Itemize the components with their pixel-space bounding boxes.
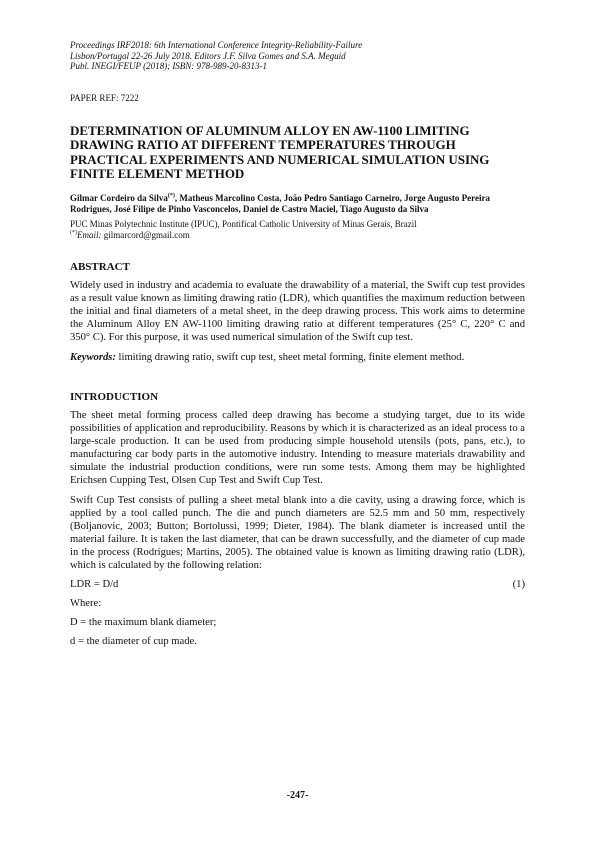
proceedings-line-3: Publ. INEGI/FEUP (2018); ISBN: 978-989-20-8313-1 bbox=[70, 61, 268, 71]
definition-cup-diameter: d = the diameter of cup made. bbox=[70, 636, 197, 648]
abstract-heading: ABSTRACT bbox=[70, 260, 130, 273]
email-address: gilmarcord@gmail.com bbox=[101, 229, 190, 240]
equation-number: (1) bbox=[512, 579, 525, 591]
proceedings-line-1: Proceedings IRF2018: 6th International Conference Integrity-Reliability-Failure bbox=[70, 40, 363, 50]
email-mark: (*) bbox=[70, 229, 77, 236]
email-label: Email: bbox=[77, 229, 102, 240]
keywords-label: Keywords: bbox=[70, 351, 116, 363]
other-authors: , Matheus Marcolino Costa, João Pedro Santiago Carneiro, Jorge Augusto Pereira Rodrigues, José Filipe de Pinho Vasconcelos, Daniel de Castro Maciel, Tiago Augusto da Silva bbox=[70, 192, 490, 214]
keywords-text: limiting drawing ratio, swift cup test, sheet metal forming, finite element method. bbox=[115, 351, 465, 363]
page-number: -247- bbox=[286, 790, 309, 801]
first-author: Gilmar Cordeiro da Silva bbox=[70, 192, 168, 203]
abstract-text: Widely used in industry and academia to evaluate the drawability of a material, the Swift cup test provides as a result value known as limiting drawing ratio (LDR), which quantifies the maximum reduction between the initial and final diameters of a metal sheet, in the deep drawing process. This work aims to determine the Aluminum Alloy EN AW-1100 limiting drawing ratio at different temperatures (25° C, 220° C and 350° C). For this purpose, it was used numerical simulation of the Swift cup test. bbox=[70, 279, 525, 343]
where-label: Where: bbox=[70, 598, 102, 610]
corresponding-mark: (*) bbox=[167, 192, 175, 199]
page-body bbox=[70, 40, 525, 654]
affiliation: PUC Minas Polytechnic Institute (IPUC), Pontifical Catholic University of Minas Gerais, Brazil bbox=[70, 218, 417, 229]
equation-1 bbox=[70, 578, 525, 591]
introduction-paragraph-1: The sheet metal forming process called deep drawing has become a studying target, due to its wide possibilities of application and reproducibility. Reasons by which it is characterized as an ideal process to a large-scale production. It can be used from producing simple household utensils (pots, pans, etc.), to manufacturing car body parts in the automotive industry. Intending to measure materials drawability and simulate the industrial production conditions, were run some tests. Among them may be highlighted Erichsen Cupping Test, Olsen Cup Test and Swift Cup Test. bbox=[70, 409, 525, 487]
proceedings-line-2: Lisbon/Portugal 22-26 July 2018. Editors J.F. Silva Gomes and S.A. Meguid bbox=[70, 50, 346, 61]
keywords-line bbox=[70, 352, 525, 363]
email-line bbox=[70, 230, 525, 241]
author-list bbox=[70, 193, 525, 216]
paper-title: DETERMINATION OF ALUMINUM ALLOY EN AW-1100 LIMITING DRAWING RATIO AT DIFFERENT TEMPERATURES THROUGH PRACTICAL EXPERIMENTS AND NUMERICAL SIMULATION USING FINITE ELEMENT METHOD bbox=[70, 122, 490, 181]
paper-ref: PAPER REF: 7222 bbox=[70, 92, 139, 103]
equation-formula: LDR = D/d bbox=[70, 579, 119, 591]
introduction-heading: INTRODUCTION bbox=[70, 390, 159, 403]
introduction-paragraph-2: Swift Cup Test consists of pulling a sheet metal blank into a die cavity, using a drawing force, which is applied by a tool called punch. The die and punch diameters are 52.5 mm and 50 mm, respectively (Boljanovic, 2003; Button; Bortolussi, 1999; Dieter, 1984). The blank diameter is increased until the material failure. It is taken the last diameter, that can be drawn successfully, and the diameter of cup made in the process (Rodrigues; Martins, 2005). The obtained value is known as limiting drawing ratio (LDR), which is calculated by the following relation: bbox=[70, 494, 525, 571]
definition-blank-diameter: D = the maximum blank diameter; bbox=[70, 617, 217, 629]
